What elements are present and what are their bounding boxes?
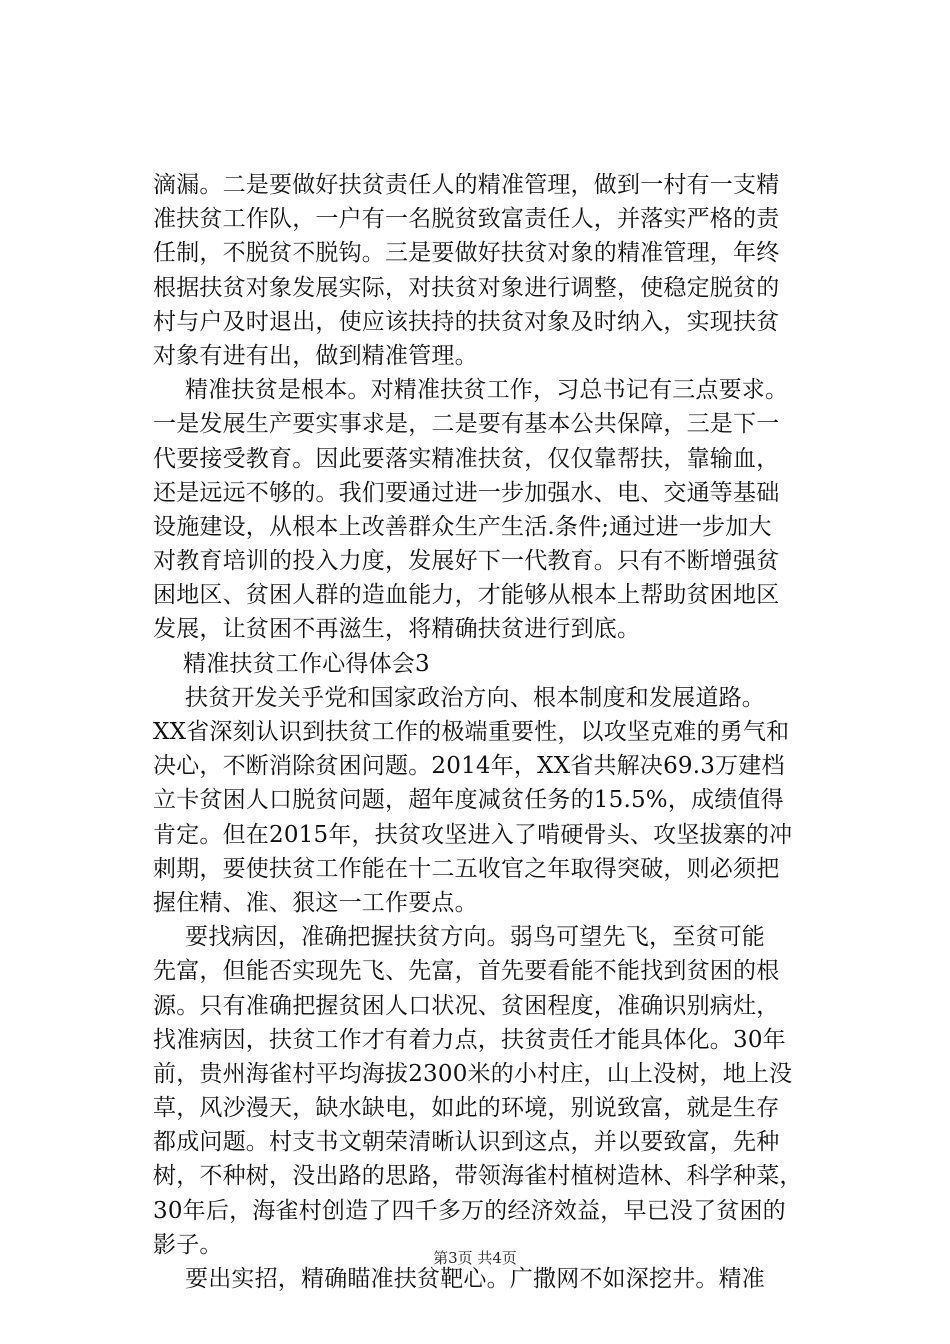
paragraph-first-line: 要找病因，准确把握扶贫方向。弱鸟可望先飞，至贫可能 — [185, 924, 765, 951]
text-line: 肯定。但在2015年，扶贫攻坚进入了啃硬骨头、攻坚拔寨的冲 — [153, 821, 793, 848]
text-line: 设施建设，从根本上改善群众生产生活.条件;通过进一步加大 — [153, 513, 772, 540]
text-line: 代要接受教育。因此要落实精准扶贫，仅仅靠帮扶，靠输血， — [153, 445, 780, 472]
text-line: 任制，不脱贫不脱钩。三是要做好扶贫对象的精准管理，年终 — [153, 240, 780, 267]
text-line: 30年后，海雀村创造了四千多万的经济效益，早已没了贫困的 — [153, 1197, 786, 1224]
text-line: 找准病因，扶贫工作才有着力点，扶贫责任才能具体化。30年 — [153, 1026, 786, 1053]
text-line: 刺期，要使扶贫工作能在十二五收官之年取得突破，则必须把 — [153, 855, 780, 882]
document-body — [153, 168, 843, 1296]
text-line: 决心，不断消除贫困问题。2014年，XX省共解决69.3万建档 — [153, 753, 785, 780]
text-line: 滴漏。二是要做好扶贫责任人的精准管理，做到一村有一支精 — [153, 172, 780, 198]
text-line: 发展，让贫困不再滋生，将精确扶贫进行到底。 — [153, 616, 641, 643]
text-line: 先富，但能否实现先飞、先富，首先要看能不能找到贫困的根 — [153, 958, 780, 985]
paragraph-first-line: 要出实招，精确瞄准扶贫靶心。广撒网不如深挖井。精准 — [185, 1266, 765, 1292]
text-line: 一是发展生产要实事求是，二是要有基本公共保障，三是下一 — [153, 411, 780, 438]
text-line: 草，风沙漫天，缺水缺电，如此的环境，别说致富，就是生存 — [153, 1095, 780, 1122]
text-line: 对象有进有出，做到精准管理。 — [153, 342, 478, 369]
paragraph-first-line: 扶贫开发关乎党和国家政治方向、根本制度和发展道路。 — [185, 684, 765, 711]
text-line: 还是远远不够的。我们要通过进一步加强水、电、交通等基础 — [153, 479, 780, 506]
text-line: 立卡贫困人口脱贫问题，超年度减贫任务的15.5%，成绩值得 — [153, 787, 784, 814]
text-line: XX省深刻认识到扶贫工作的极端重要性，以攻坚克难的勇气和 — [153, 719, 790, 745]
paragraph-first-line: 精准扶贫是根本。对精准扶贫工作，习总书记有三点要求。 — [185, 377, 789, 404]
text-line: 准扶贫工作队，一户有一名脱贫致富责任人，并落实严格的责 — [153, 206, 780, 233]
text-line: 握住精、准、狠这一工作要点。 — [153, 889, 478, 916]
text-line: 根据扶贫对象发展实际，对扶贫对象进行调整，使稳定脱贫的 — [153, 274, 780, 301]
text-line: 都成问题。村支书文朝荣清晰认识到这点，并以要致富，先种 — [153, 1129, 780, 1156]
text-line: 前，贵州海雀村平均海拔2300米的小村庄，山上没树，地上没 — [153, 1060, 793, 1087]
text-line: 影子。 — [153, 1231, 223, 1258]
text-line: 困地区、贫困人群的造血能力，才能够从根本上帮助贫困地区 — [153, 582, 780, 609]
page-footer — [0, 1248, 950, 1268]
section-heading: 精准扶贫工作心得体会3 — [183, 650, 430, 677]
page-number: 第3页 共4页 — [433, 1249, 517, 1267]
text-line: 源。只有准确把握贫困人口状况、贫困程度，准确识别病灶， — [153, 992, 780, 1019]
text-line: 对教育培训的投入力度，发展好下一代教育。只有不断增强贫 — [153, 548, 780, 575]
text-line: 村与户及时退出，使应该扶持的扶贫对象及时纳入，实现扶贫 — [153, 308, 780, 335]
text-line: 树，不种树，没出路的思路，带领海雀村植树造林、科学种菜， — [153, 1163, 803, 1190]
